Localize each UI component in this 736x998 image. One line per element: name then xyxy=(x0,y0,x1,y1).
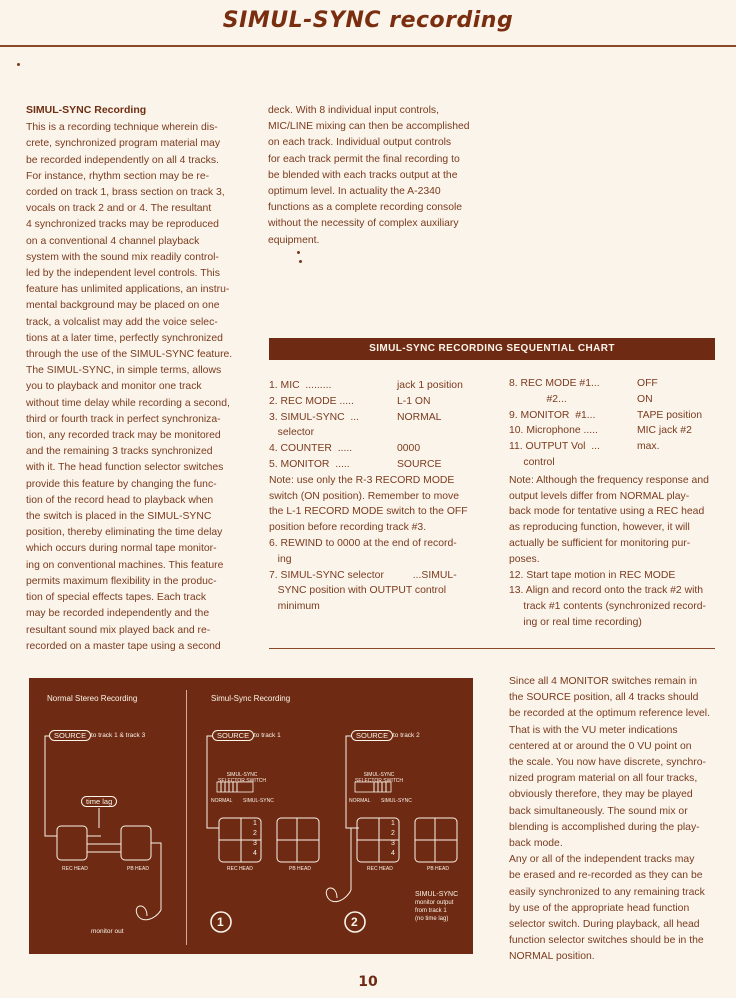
chart-step-label: 10. Microphone ..... xyxy=(509,425,598,437)
body-line: be recorded at the optimum reference level. xyxy=(509,708,710,720)
chart-step-label: #2... xyxy=(509,393,567,405)
chart-step xyxy=(269,425,484,441)
track-number: 4 xyxy=(391,850,395,857)
chart-note-line: back mode for tentative using a REC head xyxy=(509,506,705,518)
body-line: be recorded independently on all 4 tracks. xyxy=(26,154,219,166)
body-line: tion of the record head to playback when xyxy=(26,494,214,506)
monitor-out-label: monitor out xyxy=(91,928,124,935)
body-line: ing on conventional machines. This feature xyxy=(26,559,224,571)
chart-note-line: 6. REWIND to 0000 at the end of record- xyxy=(269,537,457,549)
body-line: you to playback and monitor one track xyxy=(26,381,202,393)
simul-sync-note-line: (no time lag) xyxy=(415,916,449,922)
body-line: resultant sound mix played back and re- xyxy=(26,624,211,636)
body-line: 4 synchronized tracks may be reproduced xyxy=(26,219,219,231)
normal-stereo-title: Normal Stereo Recording xyxy=(47,694,138,703)
stray-dot xyxy=(17,63,20,66)
body-line: by use of the appropriate head function xyxy=(509,902,690,914)
body-line: recorded on a master tape using a second xyxy=(26,640,221,652)
body-line: Any or all of the independent tracks may xyxy=(509,854,695,866)
chart-step-label: 1. MIC ......... xyxy=(269,380,332,391)
bottom-right-body xyxy=(509,674,721,966)
chart-note-line: minimum xyxy=(269,601,320,613)
chart-step-label: 8. REC MODE #1... xyxy=(509,378,600,389)
body-line: back mode. xyxy=(509,838,563,850)
body-line: may be recorded independently and the xyxy=(26,608,210,620)
body-line: provide this feature by changing the func- xyxy=(26,478,217,490)
simul-sync-label: SIMUL-SYNC xyxy=(381,798,412,804)
body-line: Since all 4 MONITOR switches remain in xyxy=(509,676,698,687)
chart-step-label: 4. COUNTER ..... xyxy=(269,443,353,455)
section-heading: SIMUL-SYNC Recording xyxy=(26,104,147,116)
body-line: MIC/LINE mixing can then be accomplished xyxy=(268,121,470,133)
chart-step xyxy=(269,410,484,426)
body-line: which occurs during normal tape monitor- xyxy=(26,543,217,555)
chart-note-line: poses. xyxy=(509,553,540,565)
selector-switch-label: SIMUL-SYNC SELECTOR SWITCH xyxy=(355,772,403,784)
chart-step-label: 3. SIMUL-SYNC ... xyxy=(269,411,360,423)
body-line: NORMAL position. xyxy=(509,951,595,963)
body-line: optimum level. In actuality the A-2340 xyxy=(268,186,441,198)
page-number: 10 xyxy=(358,974,378,990)
chart-step-label: 2. REC MODE ..... xyxy=(269,395,354,407)
pb-head-label: PB HEAD xyxy=(289,866,311,872)
chart-right-steps xyxy=(509,376,719,471)
body-line: The SIMUL-SYNC, in simple terms, allows xyxy=(26,365,222,377)
chart-note-line: 13. Align and record onto the track #2 with xyxy=(509,585,704,597)
body-line: corded on track 1, brass section on track 3, xyxy=(26,187,225,199)
body-line: the scale. You now have discrete, synchro- xyxy=(509,757,706,769)
body-line: the SOURCE position, all 4 tracks should xyxy=(509,692,699,704)
chart-step-value: NORMAL xyxy=(397,411,442,423)
source-badge: SOURCE xyxy=(351,730,393,741)
chart-step-label: 5. MONITOR ..... xyxy=(269,458,350,470)
step-1-number: 1 xyxy=(217,915,224,929)
body-line: For instance, rhythm section may be re- xyxy=(26,170,210,182)
track-number: 3 xyxy=(391,840,395,847)
body-line: mental background may be placed on one xyxy=(26,300,220,312)
body-line: system with the sound mix readily control- xyxy=(26,251,219,263)
page-title: SIMUL-SYNC recording xyxy=(222,8,514,33)
chart-step xyxy=(509,439,719,455)
chart-note-line: 12. Start tape motion in REC MODE xyxy=(509,569,676,581)
chart-note-line: track #1 contents (synchronized record- xyxy=(509,601,706,613)
chart-step-label: 9. MONITOR #1... xyxy=(509,409,596,421)
time-lag-badge: time lag xyxy=(81,796,117,807)
body-line: for each track permit the final recording to xyxy=(268,153,460,165)
rec-head-label: REC HEAD xyxy=(367,866,393,872)
chart-step-value: max. xyxy=(637,441,660,453)
body-line: led by the independent level controls. This xyxy=(26,268,220,280)
source-badge: SOURCE xyxy=(212,730,254,741)
body-line: be blended with each tracks output at the xyxy=(268,169,458,181)
chart-note-line: the L-1 RECORD MODE switch to the OFF xyxy=(269,506,468,518)
section-rule xyxy=(269,648,715,649)
track-number: 4 xyxy=(253,850,257,857)
body-line: That is with the VU meter indications xyxy=(509,724,678,736)
simul-sync-note-line: monitor output xyxy=(415,900,454,906)
chart-note-line: ing or real time recording) xyxy=(509,616,642,628)
chart-step-value: jack 1 position xyxy=(397,380,463,391)
pb-head-label: PB HEAD xyxy=(127,866,149,872)
bottom-right-column xyxy=(509,674,721,966)
chart-left-column xyxy=(269,378,484,615)
body-line: tions at a later time, perfectly synchronized xyxy=(26,332,223,344)
track-number: 1 xyxy=(391,820,395,827)
stray-dot xyxy=(297,251,300,254)
body-line: be erased and re-recorded as they can be xyxy=(509,870,703,882)
chart-step-value: MIC jack #2 xyxy=(637,425,692,437)
rec-head-label: REC HEAD xyxy=(62,866,88,872)
selector-switch-label: SIMUL-SYNC SELECTOR SWITCH xyxy=(218,772,266,784)
simul-sync-diagram xyxy=(29,678,473,954)
chart-right-note xyxy=(509,473,719,631)
body-line: the switch is placed in the SIMUL-SYNC xyxy=(26,511,212,523)
left-body xyxy=(26,120,234,655)
body-line: position, thereby eliminating the time delay xyxy=(26,527,223,539)
chart-step xyxy=(269,394,484,410)
body-line: without time delay while recording a second, xyxy=(26,397,230,409)
chart-right-column xyxy=(509,376,719,631)
right-top-column xyxy=(268,103,478,249)
chart-step-value: OFF xyxy=(637,378,658,389)
rec-head-label: REC HEAD xyxy=(227,866,253,872)
chart-left-steps xyxy=(269,378,484,473)
chart-left-note xyxy=(269,473,484,615)
body-line: easily synchronized to any remaining track xyxy=(509,886,705,898)
chart-step-value: L-1 ON xyxy=(397,395,431,407)
body-line: function selector switches should be in the xyxy=(509,935,704,947)
chart-step-label: selector xyxy=(269,427,315,439)
body-line: vocals on track 2 and or 4. The resultant xyxy=(26,203,212,215)
chart-step-value: TAPE position xyxy=(637,409,703,421)
chart-note-line: switch (ON position). Remember to move xyxy=(269,490,459,502)
step-2-number: 2 xyxy=(351,915,358,929)
simul-sync-label: SIMUL-SYNC xyxy=(243,798,274,804)
chart-step xyxy=(509,423,719,439)
to-track-label: to track 1 & track 3 xyxy=(91,732,146,739)
source-badge: SOURCE xyxy=(49,730,91,741)
body-line: nized program material on all four tracks, xyxy=(509,773,698,785)
body-line: This is a recording technique wherein dis- xyxy=(26,122,218,134)
body-line: selector switch. During playback, all head xyxy=(509,919,700,931)
body-line: obviously therefore, they may be played xyxy=(509,789,693,801)
chart-note-line: ing xyxy=(269,553,292,565)
chart-note-line: actually be sufficient for monitoring pur- xyxy=(509,537,691,549)
body-line: and the remaining 3 tracks synchronized xyxy=(26,446,213,458)
chart-step xyxy=(509,408,719,424)
body-line: permits maximum flexibility in the produc- xyxy=(26,575,217,587)
chart-note-line: SYNC position with OUTPUT control xyxy=(269,585,447,597)
to-track-label: to track 2 xyxy=(393,732,420,739)
body-line: tion, any recorded track may be monitored xyxy=(26,430,221,442)
chart-step xyxy=(269,441,484,457)
chart-note-line: as reproducing function, however, it will xyxy=(509,522,690,534)
body-line: crete, synchronized program material may xyxy=(26,138,221,150)
body-line: centered at or around the 0 VU point on xyxy=(509,740,692,752)
diagram-drawing xyxy=(29,678,473,954)
body-line: on a conventional 4 channel playback xyxy=(26,235,200,247)
chart-title-bar: SIMUL-SYNC RECORDING SEQUENTIAL CHART xyxy=(269,338,715,360)
chart-note-line: position before recording track #3. xyxy=(269,522,427,534)
chart-note-line: output levels differ from NORMAL play- xyxy=(509,490,690,502)
right-top-body xyxy=(268,103,478,249)
chart-step-label: control xyxy=(509,456,555,468)
chart-step-value: 0000 xyxy=(397,443,421,455)
body-line: deck. With 8 individual input controls, xyxy=(268,105,439,116)
body-line: track, a volcalist may add the voice selec- xyxy=(26,316,218,328)
body-line: functions as a complete recording console xyxy=(268,202,463,214)
body-line: tion of special effects tapes. Each track xyxy=(26,592,207,604)
body-line: with it. The head function selector switches xyxy=(26,462,224,474)
normal-label: NORMAL xyxy=(211,798,233,804)
body-line: blending is accomplished during the play- xyxy=(509,821,700,833)
chart-note-line: Note: use only the R-3 RECORD MODE xyxy=(269,474,455,486)
left-column xyxy=(26,102,234,655)
body-line: feature has unlimited applications, an instru- xyxy=(26,284,230,296)
body-line: back simultaneously. The sound mix or xyxy=(509,805,688,817)
track-number: 2 xyxy=(391,830,395,837)
track-number: 2 xyxy=(253,830,257,837)
chart-step xyxy=(269,457,484,473)
simul-sync-note-line: from track 1 xyxy=(415,908,447,914)
chart-note-line: 7. SIMUL-SYNC selector ...SIMUL- xyxy=(269,569,457,581)
chart-step xyxy=(509,376,719,392)
chart-step-value: SOURCE xyxy=(397,458,442,470)
body-line: on each track. Individual output controls xyxy=(268,137,452,149)
chart-step xyxy=(509,455,719,471)
simul-sync-note-title: SIMUL-SYNC xyxy=(415,891,459,898)
body-line: without the necessity of complex auxiliary xyxy=(268,218,459,230)
normal-label: NORMAL xyxy=(349,798,371,804)
chart-step xyxy=(269,378,484,394)
to-track-label: to track 1 xyxy=(254,732,281,739)
chart-step-label: 11. OUTPUT Vol ... xyxy=(509,441,600,453)
track-number: 1 xyxy=(253,820,257,827)
body-line: third or fourth track in perfect synchroniza- xyxy=(26,413,221,425)
stray-dot xyxy=(299,260,302,263)
chart-step-value: ON xyxy=(637,393,653,405)
chart-step xyxy=(509,392,719,408)
chart-note-line: Note: Although the frequency response and xyxy=(509,474,709,486)
track-number: 3 xyxy=(253,840,257,847)
simul-sync-title: Simul-Sync Recording xyxy=(211,694,291,703)
body-line: through the use of the SIMUL-SYNC feature. xyxy=(26,349,233,361)
body-line: equipment. xyxy=(268,234,320,246)
pb-head-label: PB HEAD xyxy=(427,866,449,872)
header-rule xyxy=(0,45,736,47)
